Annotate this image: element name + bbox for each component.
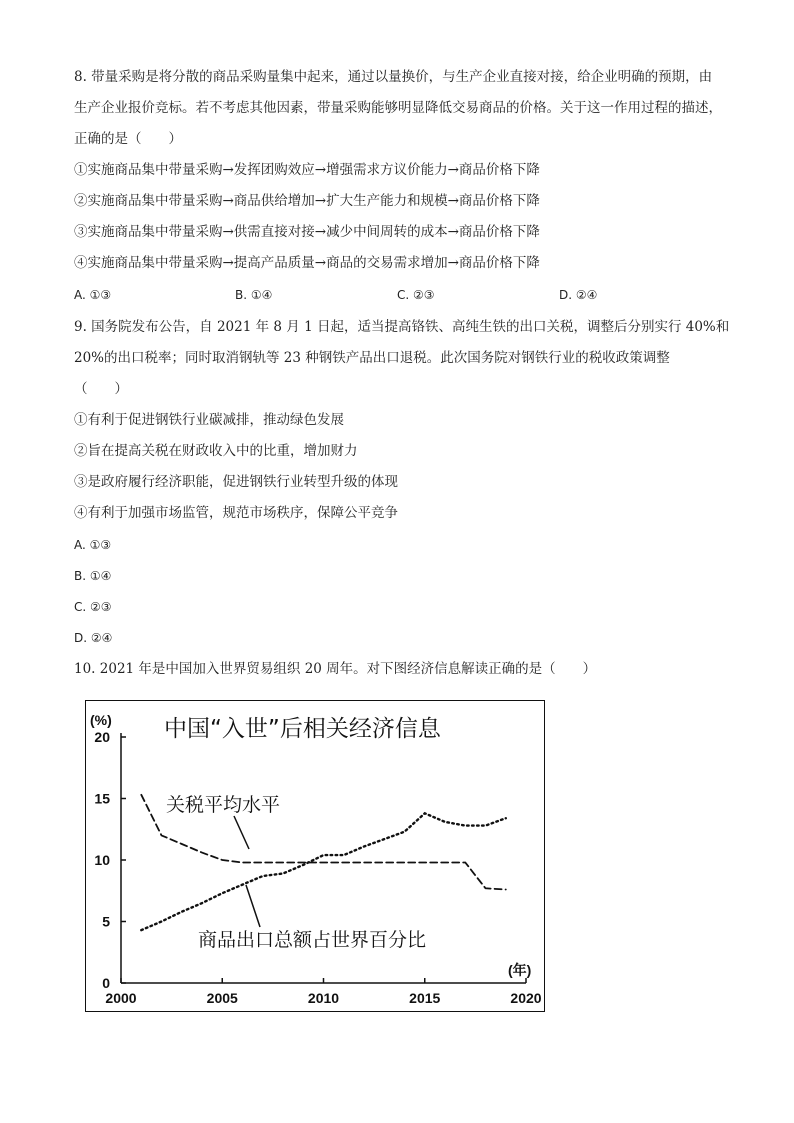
q8-item-1: ①实施商品集中带量采购→发挥团购效应→增强需求方议价能力→商品价格下降 <box>74 162 540 178</box>
leader-line-export <box>246 885 260 927</box>
q8-stem-line-3: 正确的是（ ） <box>74 131 182 147</box>
q8-item-4: ④实施商品集中带量采购→提高产品质量→商品的交易需求增加→商品价格下降 <box>74 255 540 271</box>
q10-stem: 10. 2021 年是中国加入世界贸易组织 20 周年。对下图经济信息解读正确的是（ ） <box>74 661 597 677</box>
y-axis-unit: (%) <box>90 712 112 728</box>
x-tick-label: 2010 <box>307 990 340 1006</box>
q8-stem-line-1: 8. 带量采购是将分散的商品采购量集中起来，通过以量换价，与生产企业直接对接，给企业明确的预期，由 <box>74 69 713 85</box>
y-tick-label: 20 <box>94 729 110 745</box>
x-tick-label: 2020 <box>510 990 542 1006</box>
y-tick-label: 0 <box>102 975 110 991</box>
q9-item-4: ④有利于加强市场监管，规范市场秩序，保障公平竞争 <box>74 505 398 521</box>
q9-option-b: B. ①④ <box>74 569 112 583</box>
q8-option-c: C. ②③ <box>397 288 435 302</box>
q9-option-d: D. ②④ <box>74 631 113 645</box>
q8-option-d: D. ②④ <box>559 288 598 302</box>
x-tick-label: 2015 <box>409 990 441 1006</box>
series-line-2 <box>141 813 506 930</box>
q8-item-3: ③实施商品集中带量采购→供需直接对接→减少中间周转的成本→商品价格下降 <box>74 224 540 240</box>
q9-option-a: A. ①③ <box>74 538 112 552</box>
q8-option-b: B. ①④ <box>235 288 273 302</box>
series-label-export-share: 商品出口总额占世界百分比 <box>198 929 427 951</box>
series-label-tariff: 关税平均水平 <box>166 794 281 816</box>
economic-info-chart <box>85 700 545 1012</box>
q9-stem-line-1: 9. 国务院发布公告，自 2021 年 8 月 1 日起，适当提高铬铁、高纯生铁的出口关税，调整后分别实行 40%和 <box>74 319 730 335</box>
q8-stem-line-2: 生产企业报价竞标。若不考虑其他因素，带量采购能够明显降低交易商品的价格。关于这一作用过程的描述， <box>74 100 722 116</box>
y-tick-label: 10 <box>94 852 110 868</box>
chart-title: 中国“入世”后相关经济信息 <box>164 716 441 742</box>
x-axis-unit: (年) <box>508 962 532 978</box>
q8-item-2: ②实施商品集中带量采购→商品供给增加→扩大生产能力和规模→商品价格下降 <box>74 193 540 209</box>
q8-options <box>74 288 634 306</box>
x-tick-label: 2000 <box>105 990 137 1006</box>
q9-stem-line-3: （ ） <box>74 381 128 397</box>
x-tick-label: 2005 <box>206 990 238 1006</box>
y-tick-label: 15 <box>94 790 110 807</box>
y-tick-label: 5 <box>102 913 110 930</box>
chart-canvas <box>86 701 546 1013</box>
leader-line-tariff <box>234 816 249 849</box>
q9-item-1: ①有利于促进钢铁行业碳减排，推动绿色发展 <box>74 412 344 428</box>
q9-item-3: ③是政府履行经济职能，促进钢铁行业转型升级的体现 <box>74 474 398 490</box>
q9-item-2: ②旨在提高关税在财政收入中的比重，增加财力 <box>74 443 358 459</box>
q9-stem-line-2: 20%的出口税率；同时取消钢轨等 23 种钢铁产品出口退税。此次国务院对钢铁行业的税收政策调整 <box>74 350 670 366</box>
q9-option-c: C. ②③ <box>74 600 112 614</box>
q8-option-a: A. ①③ <box>74 288 112 302</box>
